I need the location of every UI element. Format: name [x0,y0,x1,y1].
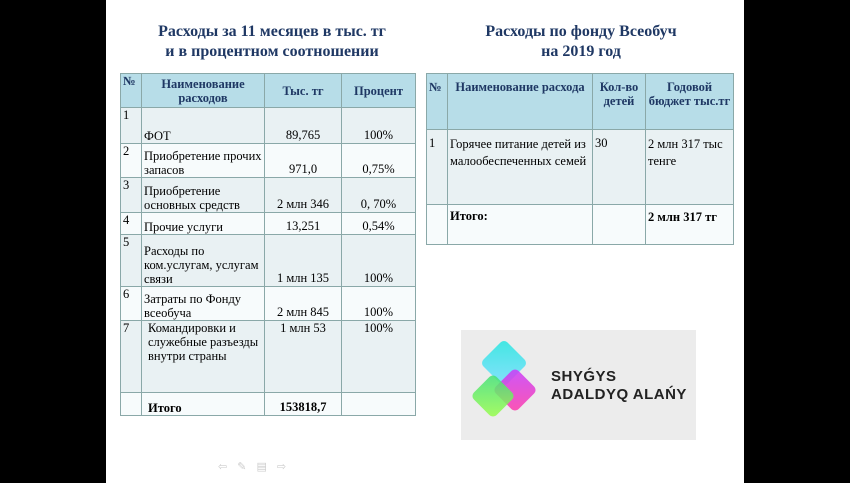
row-count: 30 [593,130,646,205]
header-percent: Процент [342,74,416,108]
row-value: 13,251 [265,213,342,235]
table-row [121,144,416,178]
row-num [427,205,448,245]
row-percent: 100% [342,108,416,144]
total-label: Итого [142,393,265,416]
table-row [121,178,416,213]
left-title [122,22,422,62]
table-total-row [427,205,734,245]
table-row [121,321,416,393]
row-name: Приобретение прочих запасов [142,144,265,178]
left-title-line1: Расходы за 11 месяцев в тыс. тг [158,23,386,40]
row-value: 2 млн 845 [265,287,342,321]
row-percent: 0,75% [342,144,416,178]
logo-line1: SHYǴYS [551,368,617,385]
row-num: 1 [121,108,142,144]
arrow-right-icon[interactable]: ⇨ [276,460,287,473]
pen-icon[interactable]: ✎ [237,460,247,473]
header-num: № [121,74,142,108]
left-title-line2: и в процентном соотношении [165,43,379,60]
row-num: 4 [121,213,142,235]
table-row [427,130,734,205]
row-num [121,393,142,416]
slide [106,0,744,483]
row-percent: 100% [342,235,416,287]
header-value: Тыс. тг [265,74,342,108]
table-total-row [121,393,416,416]
vseobuch-table [426,73,734,245]
row-name: Расходы по ком.услугам, услугам связи [142,235,265,287]
row-num: 3 [121,178,142,213]
slides-icon[interactable]: ▤ [256,460,267,473]
right-title-line1: Расходы по фонду Всеобуч [485,23,677,40]
row-percent: 0, 70% [342,178,416,213]
row-name: Прочие услуги [142,213,265,235]
table-row [121,287,416,321]
table-row [121,235,416,287]
row-name: Командировки и служебные разъезды внутри страны [142,321,265,393]
row-value: 2 млн 346 [265,178,342,213]
row-num: 5 [121,235,142,287]
total-value: 2 млн 317 тг [646,205,734,245]
row-value: 971,0 [265,144,342,178]
row-name: Затраты по Фонду всеобуча [142,287,265,321]
row-num: 1 [427,130,448,205]
arrow-left-icon[interactable]: ⇦ [218,460,228,473]
slide-nav [218,460,286,473]
row-name: Приобретение основных средств [142,178,265,213]
table-row [121,213,416,235]
row-percent: 100% [342,287,416,321]
row-percent: 100% [342,321,416,393]
logo [461,330,696,440]
row-num: 7 [121,321,142,393]
table-row [121,108,416,144]
header-num: № [427,74,448,130]
right-title-line2: на 2019 год [541,43,621,60]
header-budget: Годовой бюджет тыс.тг [646,74,734,130]
row-value: 1 млн 53 [265,321,342,393]
total-count [593,205,646,245]
logo-wordmark [551,368,687,404]
row-percent: 0,54% [342,213,416,235]
row-budget: 2 млн 317 тыс тенге [646,130,734,205]
row-name: Горячее питание детей из малообеспеченных семей [448,130,593,205]
total-value: 153818,7 [265,393,342,416]
right-title [436,22,726,62]
row-num: 2 [121,144,142,178]
row-name: ФОТ [142,108,265,144]
total-label: Итого: [448,205,593,245]
row-value: 89,765 [265,108,342,144]
expenses-table [120,73,416,416]
header-count: Кол-во детей [593,74,646,130]
logo-mark-icon [469,340,549,430]
row-value: 1 млн 135 [265,235,342,287]
total-percent [342,393,416,416]
logo-line2: ADALDYQ ALAŃY [551,386,687,403]
header-name: Наименование расхода [448,74,593,130]
row-num: 6 [121,287,142,321]
header-name: Наименование расходов [142,74,265,108]
